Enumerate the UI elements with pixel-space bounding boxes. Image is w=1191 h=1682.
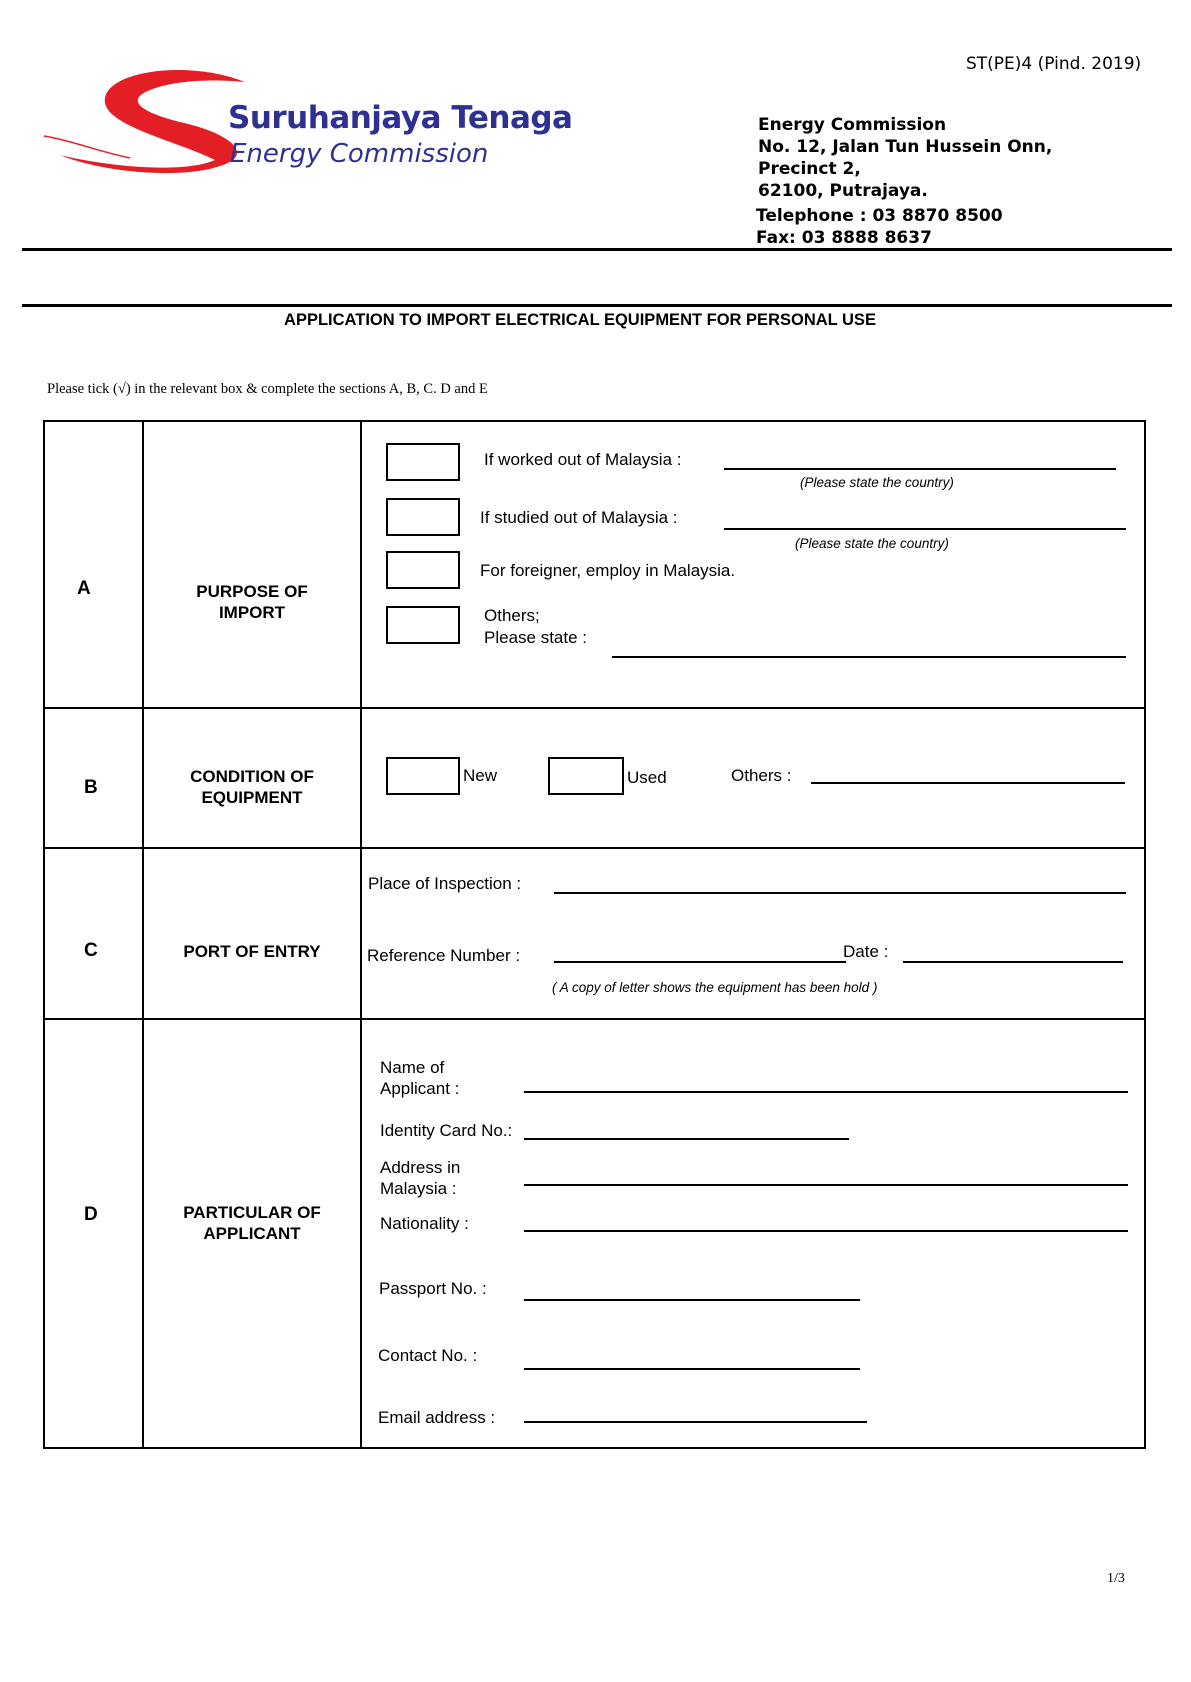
label-new: New <box>463 766 498 785</box>
checkbox-used[interactable] <box>548 757 624 795</box>
label-condition-others: Others : <box>731 766 792 785</box>
row-divider-cd <box>43 1018 1146 1020</box>
checkbox-others-purpose[interactable] <box>386 606 460 644</box>
section-d-title <box>144 1202 360 1244</box>
label-address-in: Address in <box>380 1158 461 1177</box>
checkbox-new[interactable] <box>386 757 460 795</box>
form-title: APPLICATION TO IMPORT ELECTRICAL EQUIPMENT FOR PERSONAL USE <box>284 311 876 329</box>
studied-country-field[interactable] <box>724 528 1126 530</box>
label-contact: Contact No. : <box>378 1346 478 1365</box>
label-reference-number: Reference Number : <box>367 946 521 965</box>
section-b-title-line-2: EQUIPMENT <box>201 788 303 807</box>
date-field[interactable] <box>903 961 1123 963</box>
label-name-of: Name of <box>380 1058 445 1077</box>
section-c-title-line-1: PORT OF ENTRY <box>183 942 321 961</box>
label-email: Email address : <box>378 1408 496 1427</box>
section-d-letter: D <box>84 1204 98 1225</box>
passport-field[interactable] <box>524 1299 860 1301</box>
section-a-letter: A <box>77 578 91 599</box>
column-divider-1 <box>142 420 144 1449</box>
section-c-title <box>144 941 360 962</box>
checkbox-studied-abroad[interactable] <box>386 498 460 536</box>
applicant-name-field[interactable] <box>524 1091 1128 1093</box>
label-place-of-inspection: Place of Inspection : <box>368 874 522 893</box>
checkbox-foreigner[interactable] <box>386 551 460 589</box>
logo-text-english: Energy Commission <box>230 139 489 169</box>
label-nationality: Nationality : <box>380 1214 469 1233</box>
row-divider-bc <box>43 847 1146 849</box>
section-b-title-line-1: CONDITION OF <box>190 767 314 786</box>
nationality-field[interactable] <box>524 1230 1128 1232</box>
section-b-letter: B <box>84 777 98 798</box>
row-divider-ab <box>43 707 1146 709</box>
instruction-text: Please tick (√) in the relevant box & complete the sections A, B, C. D and E <box>47 381 488 397</box>
column-divider-2 <box>360 420 362 1449</box>
address-line-1: Energy Commission <box>758 115 947 135</box>
section-c-letter: C <box>84 940 98 961</box>
label-studied-abroad: If studied out of Malaysia : <box>480 508 678 527</box>
label-used: Used <box>627 768 667 787</box>
condition-others-field[interactable] <box>811 782 1125 784</box>
section-a-title-line-2: IMPORT <box>218 603 286 622</box>
section-a-title-line-1: PURPOSE OF <box>196 582 308 601</box>
telephone: Telephone : 03 8870 8500 <box>756 206 1003 226</box>
contact-field[interactable] <box>524 1368 860 1370</box>
label-worked-abroad: If worked out of Malaysia : <box>484 450 682 469</box>
label-others-purpose: Others; <box>484 606 540 625</box>
page-number: 1/3 <box>1107 1571 1125 1586</box>
email-field[interactable] <box>524 1421 867 1423</box>
label-please-state: Please state : <box>484 628 588 647</box>
reference-number-field[interactable] <box>554 961 846 963</box>
others-purpose-field[interactable] <box>612 656 1126 658</box>
header-divider <box>22 248 1172 251</box>
label-malaysia: Malaysia : <box>380 1179 457 1198</box>
label-applicant: Applicant : <box>380 1079 460 1098</box>
reference-note: ( A copy of letter shows the equipment has been hold ) <box>552 980 878 995</box>
studied-country-note: (Please state the country) <box>795 536 949 551</box>
logo-text-malay: Suruhanjaya Tenaga <box>228 100 573 136</box>
address-field[interactable] <box>524 1184 1128 1186</box>
fax: Fax: 03 8888 8637 <box>756 228 932 248</box>
section-a-title <box>144 581 360 623</box>
identity-card-field[interactable] <box>524 1138 849 1140</box>
worked-country-note: (Please state the country) <box>800 475 954 490</box>
label-identity-card: Identity Card No.: <box>380 1121 513 1140</box>
label-date: Date : <box>843 942 889 961</box>
label-foreigner: For foreigner, employ in Malaysia. <box>480 561 736 580</box>
label-passport: Passport No. : <box>379 1279 487 1298</box>
address-line-2: No. 12, Jalan Tun Hussein Onn, <box>758 137 1053 157</box>
form-code: ST(PE)4 (Pind. 2019) <box>966 54 1142 74</box>
address-line-3: Precinct 2, <box>758 159 861 179</box>
section-b-title <box>144 766 360 808</box>
place-of-inspection-field[interactable] <box>554 892 1126 894</box>
title-divider <box>22 304 1172 307</box>
worked-country-field[interactable] <box>724 468 1116 470</box>
section-d-title-line-2: APPLICANT <box>203 1224 301 1243</box>
address-line-4: 62100, Putrajaya. <box>758 181 928 201</box>
section-d-title-line-1: PARTICULAR OF <box>183 1203 321 1222</box>
checkbox-worked-abroad[interactable] <box>386 443 460 481</box>
